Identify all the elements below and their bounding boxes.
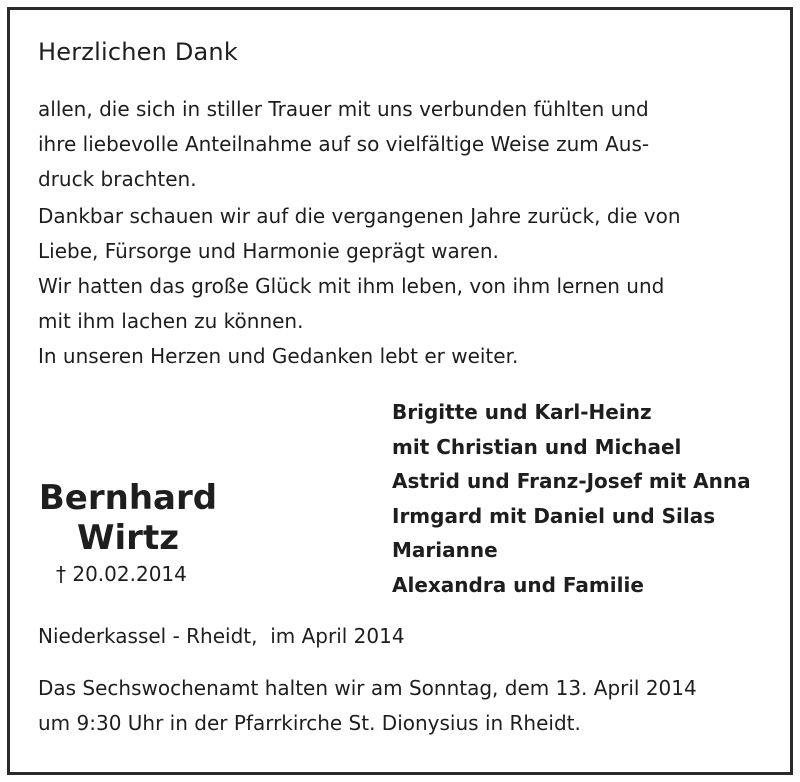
family-member: Irmgard mit Daniel und Silas: [392, 503, 716, 528]
text-line: ihre liebevolle Anteilnahme auf so vielfältige Weise zum Aus-: [38, 132, 650, 156]
family-signatures: [392, 395, 751, 602]
text-line: allen, die sich in stiller Trauer mit uns verbunden fühlten und: [38, 97, 649, 121]
family-member: mit Christian und Michael: [392, 434, 682, 459]
text-line: um 9:30 Uhr in der Pfarrkirche St. Dionysius in Rheidt.: [38, 711, 581, 735]
family-member: Marianne: [392, 538, 498, 562]
text-line: Dankbar schauen wir auf die vergangenen Jahre zurück, die von: [38, 204, 681, 228]
deceased-name: [38, 478, 218, 558]
deceased-first-name: Bernhard: [38, 478, 218, 518]
thanks-paragraph: [38, 92, 758, 197]
memorial-service-info: [38, 671, 697, 741]
family-member: Brigitte und Karl-Heinz: [392, 400, 652, 424]
place-and-date: Niederkassel - Rheidt, im April 2014: [38, 624, 405, 648]
gratitude-paragraph: [38, 199, 758, 269]
family-member: Astrid und Franz-Josef mit Anna: [392, 469, 751, 493]
text-line: Das Sechswochenamt halten wir am Sonntag, dem 13. April 2014: [38, 676, 697, 700]
text-line: Liebe, Fürsorge und Harmonie geprägt waren.: [38, 239, 499, 263]
memory-paragraph: [38, 269, 758, 339]
text-line: Wir hatten das große Glück mit ihm leben, von ihm lernen und: [38, 274, 665, 298]
text-line: mit ihm lachen zu können.: [38, 309, 304, 333]
text-line: druck brachten.: [38, 167, 197, 191]
closing-line: In unseren Herzen und Gedanken lebt er weiter.: [38, 344, 519, 368]
family-member: Alexandra und Familie: [392, 572, 644, 597]
death-date: † 20.02.2014: [56, 562, 187, 586]
deceased-last-name: Wirtz: [77, 518, 179, 558]
notice-heading: Herzlichen Dank: [38, 38, 238, 66]
